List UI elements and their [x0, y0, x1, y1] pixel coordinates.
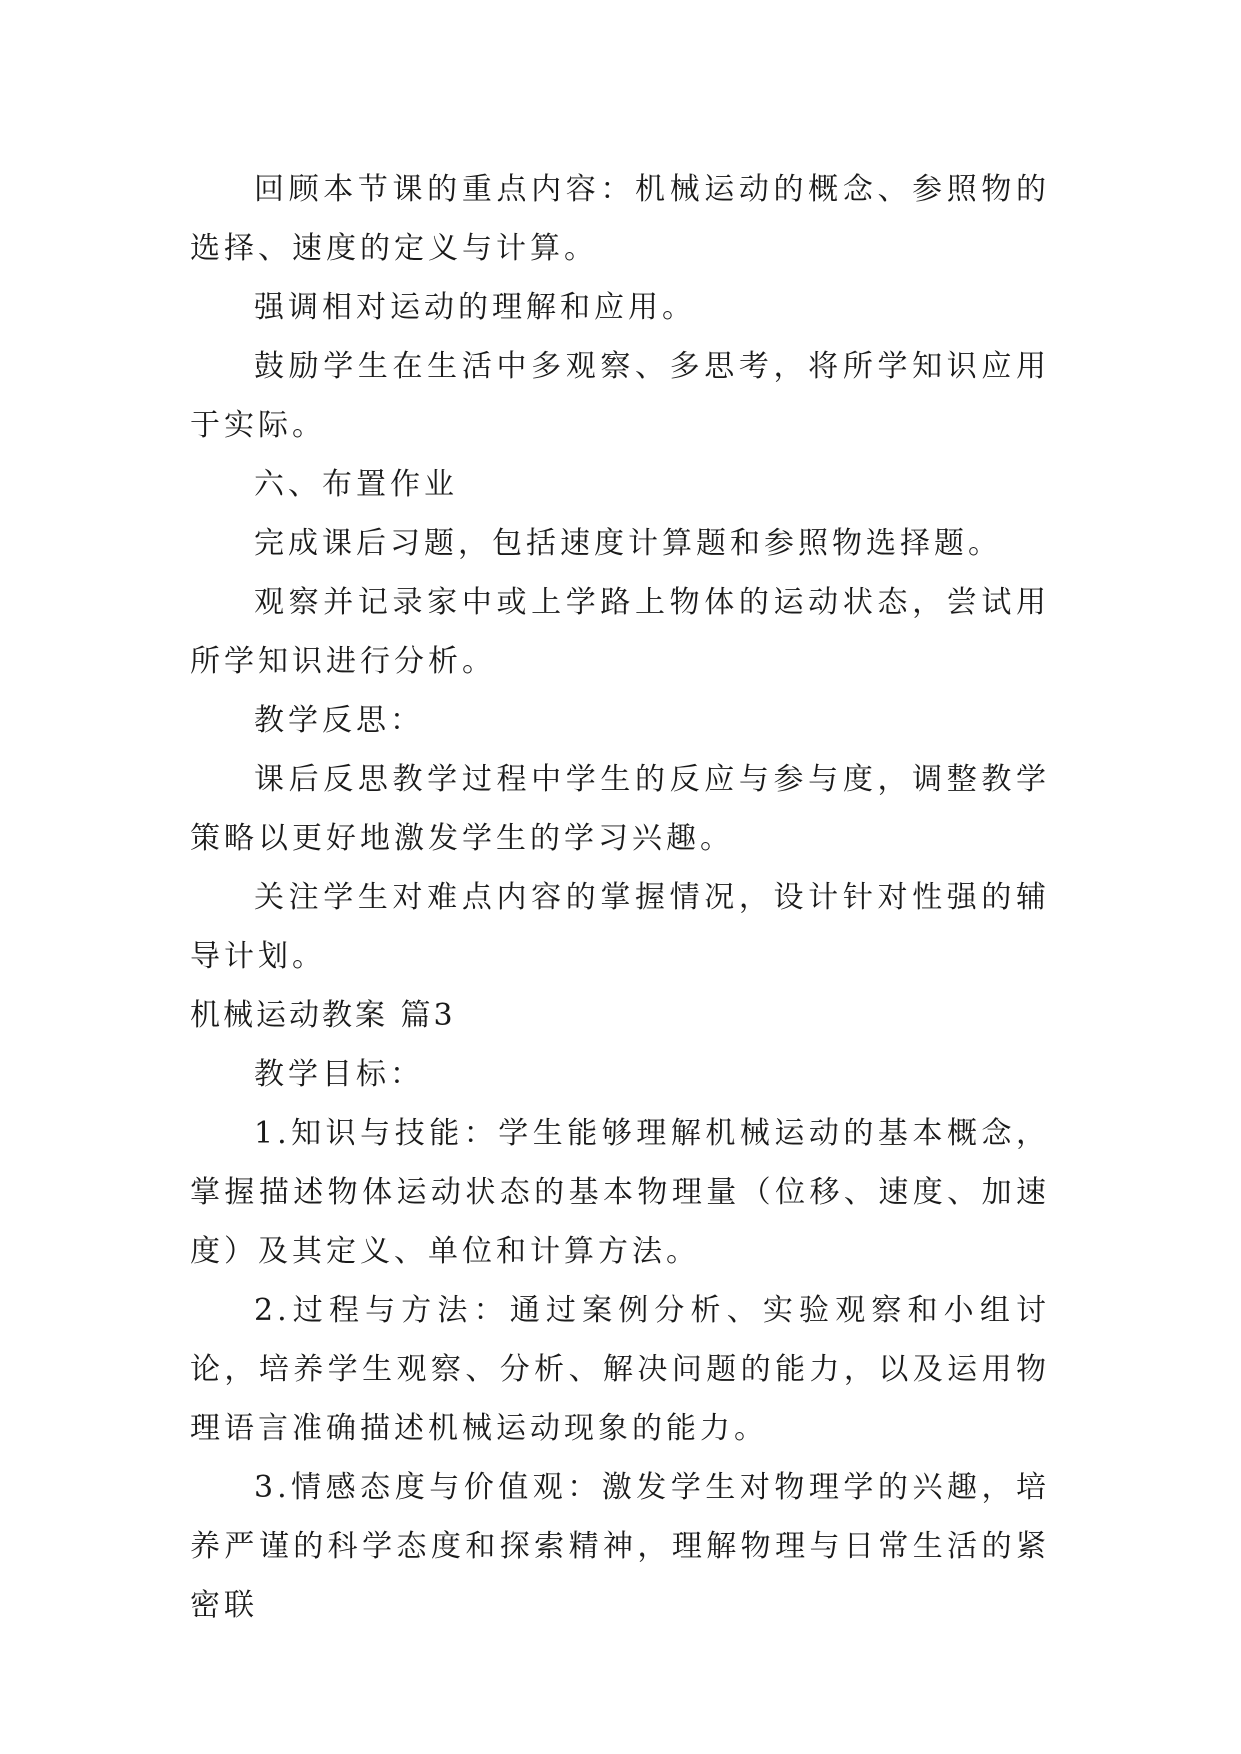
paragraph-reflection-1: 课后反思教学过程中学生的反应与参与度，调整教学策略以更好地激发学生的学习兴趣。 [190, 762, 1050, 856]
paragraph-review: 回顾本节课的重点内容：机械运动的概念、参照物的选择、速度的定义与计算。 [190, 172, 1050, 266]
paragraph-encourage: 鼓励学生在生活中多观察、多思考，将所学知识应用于实际。 [190, 349, 1050, 443]
heading-objectives: 教学目标： [254, 1057, 424, 1092]
heading-reflection: 教学反思： [254, 703, 424, 738]
paragraph-reflection-2: 关注学生对难点内容的掌握情况，设计针对性强的辅导计划。 [190, 880, 1050, 974]
article-title: 机械运动教案 篇3 [190, 998, 456, 1033]
paragraph-homework-2: 观察并记录家中或上学路上物体的运动状态，尝试用所学知识进行分析。 [190, 585, 1050, 679]
section-heading-homework: 六、布置作业 [254, 467, 458, 502]
objective-knowledge: 1.知识与技能：学生能够理解机械运动的基本概念，掌握描述物体运动状态的基本物理量（位移、速度、加速度）及其定义、单位和计算方法。 [190, 1116, 1050, 1269]
paragraph-homework-1: 完成课后习题，包括速度计算题和参照物选择题。 [254, 526, 1002, 561]
document-page [190, 160, 1050, 1635]
objective-attitude: 3.情感态度与价值观：激发学生对物理学的兴趣，培养严谨的科学态度和探索精神，理解物理与日常生活的紧密联 [190, 1470, 1050, 1623]
objective-process: 2.过程与方法：通过案例分析、实验观察和小组讨论，培养学生观察、分析、解决问题的能力，以及运用物理语言准确描述机械运动现象的能力。 [190, 1293, 1050, 1446]
paragraph-emphasis: 强调相对运动的理解和应用。 [254, 290, 696, 325]
